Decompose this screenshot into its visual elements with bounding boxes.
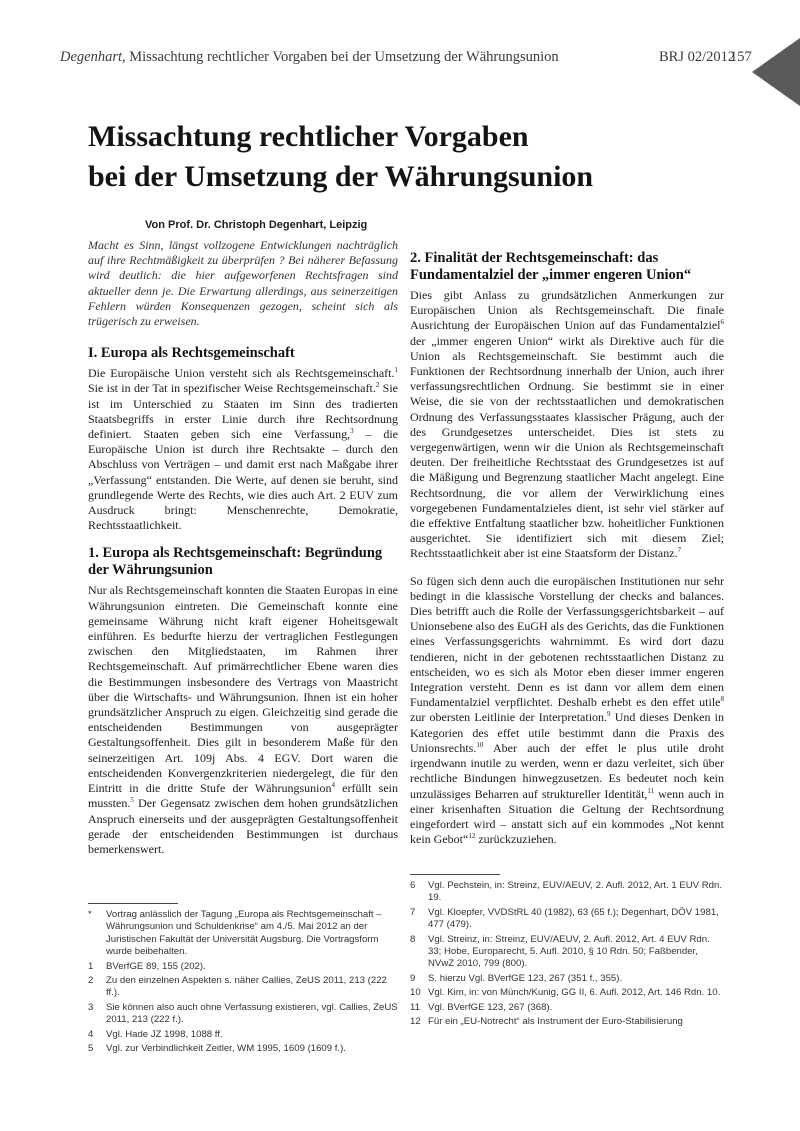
running-head-title [60,49,559,66]
page-corner-tab-icon [752,38,800,106]
footnote: 10 Vgl. Kim, in: von Münch/Kunig, GG II, 6. Aufl. 2012, Art. 146 Rdn. 10. [410,987,721,999]
section-heading-begruendung-waehrungsunion: 1. Europa als Rechtsgemeinschaft: Begründung der Währungsunion [88,545,383,579]
footnote-ref-5: 5 [130,796,134,805]
paragraph-checks-and-balances: So fügen sich denn auch die europäischen Institutionen nur sehr bedingt in die klassische Vorstellung der checks and balances. Dies betrifft auch die Rolle der Verfassungsgerichtsbarkeit – auf Unionsebene also des EuGH als des Gerichts, das die Funktionen eines Verfassungsgerichts wahrnimmt. Es wird dort dazu tendieren, nicht in der gebotenen rechtsstaatlichen Distanz zu entscheiden, wo es sich als Motor eben dieser immer engeren Integration versteht. Denn es ist dann vor allem dem einen Fundamentalziel verpflichtet. Deshalb erhebt es den effet utile$^8$ zur obersten Leitlinie der Interpretation.$^9$ Und dieses Denken in Kategorien des effet utile bestimmt dann die Praxis des Unionsrechts.$^{10}$ Aber auch der effet le plus utile droht irgendwann inutile zu werden, wenn er dazu verleitet, sich über rechtliche Bindungen hinwegzusetzen. Es bedeutet noch kein unzulässiges Beharren auf struktureller Identität,$^{11}$ wenn auch in einer krisenhaften Situation die Geltung der Rechtsordnung eingefordert wird – anstatt sich auf ein kommodes „Not kennt kein Gebot“$^{12}$ zurückzuziehen. [410,573,724,847]
article-title [88,117,738,197]
abstract: Macht es Sinn, längst vollzogene Entwicklungen nachträglich auf ihre Rechtmäßigkeit zu überprüfen ? Bei näherer Befassung wird deutlich: die hier aufgeworfenen Rechtsfragen sind aktueller denn je. Die Erwartung allerdings, aus seinerzeitigen Fehlern würden Konsequenzen gezogen, scheint sich als trügerisch zu erweisen. [88,238,398,329]
paragraph-finalitaet: Dies gibt Anlass zu grundsätzlichen Anmerkungen zur Europäischen Union als Rechtsgemeinschaft. Die finale Ausrichtung der Europäischen Union auf das Fundamentalziel$^6$ der „immer engeren Union“ wirkt als Direktive auch für die Union als Rechtsgemeinschaft. Sie bestimmt auch die Funktionen der Rechtsordnung innerhalb der Union, auch ihrer verfassungsrechtlichen Ordnung. Sie bestimmt sie in einer Weise, die sie von der rechtsstaatlichen und demokratischen Ordnung des Verfassungsstaates klassischer Prägung, auch der des Grundgesetzes unterscheidet. Dies ist stets zu vergegenwärtigen, wenn wir die Union als Rechtsgemeinschaft deuten. Der freiheitliche Rechtsstaat des Grundgesetzes ist auf die Mäßigung und Begrenzung staatlicher Macht angelegt. Eine Rechtsordnung, die vor allem der Verwirklichung eines vorgegebenen Fundamentalzieles dient, ist sehr viel stärker auf die effektive Entfaltung staatlicher bzw. hoheitlicher Funktionen ausgerichtet. Sie identifiziert sich mit diesem Ziel; Rechtsstaatlichkeit aber ist eine Staatsform der Distanz.$^7$ [410,288,724,561]
footnote-ref-8: 8 [720,695,724,704]
paragraph-europa-rechtsgemeinschaft: Die Europäische Union versteht sich als Rechtsgemeinschaft.$^1$ Sie ist in der Tat in spezifischer Weise Rechtsgemeinschaft.$^2$ Sie ist im Unterschied zu Staaten im Sinn des tradierten Staatsbegriffs in erster Linie durch ihre Rechtsordnung definiert. Staaten geben sich eine Verfassung,$^3$ – die Europäische Union ist durch ihre Rechtsakte – durch den Abschluss von Verträgen – und damit erst nach Maßgabe ihrer „Verfassung“ entstanden. Die Werte, auf denen sie beruht, sind grundlegende Werte des Rechts, wie dies auch Art. 2 EUV zum Ausdruck bringt: Menschenrechte, Demokratie, Rechtsstaatlichkeit. [88,366,398,533]
footnote: * Vortrag anlässlich der Tagung „Europa als Rechtsgemeinschaft – Währungsunion und Schuldenkrise“ am 4./5. Mai 2012 an der Juristischen Fakultät der Universität Augsburg. Die Vortragsform wurde beibehalten. [88,909,382,958]
footnote-divider [410,874,500,875]
footnote: 8 Vgl. Streinz, in: Streinz, EUV/AEUV, 2. Aufl. 2012, Art. 4 EUV Rdn. 33; Hobe, Europarecht, 5. Aufl. 2010, § 10 Rdn. 50; Faßbender, NVwZ 2010, 799 (800). [410,933,710,970]
footnotes-right [410,880,724,1030]
running-head-title-text: , Missachtung rechtlicher Vorgaben bei der Umsetzung der Währungsunion [122,49,559,65]
running-head [60,49,760,71]
footnote: 1 BVerfGE 89, 155 (202). [88,960,206,972]
right-column [410,244,724,859]
footnote-ref-10: 10 [476,740,484,749]
footnote-ref-3: 3 [350,427,354,436]
footnote-ref-4: 4 [331,781,335,790]
footnote: 4 Vgl. Hade JZ 1998, 1088 ff. [88,1028,223,1040]
footnote: 9 S. hierzu Vgl. BVerfGE 123, 267 (351 f., 355). [410,972,623,984]
footnote: 7 Vgl. Kloepfer, VVDStRL 40 (1982), 63 (65 f.); Degenhart, DÖV 1981, 477 (479). [410,906,719,931]
section-heading-finalitaet: 2. Finalität der Rechtsgemeinschaft: das Fundamentalziel der „immer engeren Union“ [410,250,692,283]
page-number: 157 [730,49,752,65]
footnote-ref-11: 11 [647,786,655,795]
footnote: 12 Für ein „EU-Notrecht“ als Instrument der Euro-Stabilisierung [410,1016,683,1028]
footnote: 3 Sie können also auch ohne Verfassung existieren, vgl. Callies, ZeUS 2011, 213 (222 f.). [88,1001,398,1026]
footnote: 2 Zu den einzelnen Aspekten s. näher Callies, ZeUS 2011, 213 (222 ff.). [88,975,387,999]
left-column [88,238,398,869]
article-title-line-1: Missachtung rechtlicher Vorgaben [88,120,529,153]
section-heading-europa-rechtsgemeinschaft: I. Europa als Rechtsgemeinschaft [88,345,295,362]
footnote-ref-7: 7 [677,546,682,555]
footnotes-left [88,909,398,1057]
running-head-author: Degenhart [60,49,123,65]
footnote-ref-6: 6 [720,318,724,327]
footnote-divider [88,903,178,904]
footnote: 5 Vgl. zur Verbindlichkeit Zeitler, WM 1995, 1609 (1609 f.). [88,1043,346,1055]
paragraph-begruendung-waehrungsunion: Nur als Rechtsgemeinschaft konnten die Staaten Europas in eine Währungsunion eintreten. Die Gemeinschaft konnte eine gemeinsame Währung nicht kraft eigener Hoheitsgewalt einführen. Es bedurfte hierzu der vertraglichen Festlegungen zwischen den Mitgliedstaaten, im Rahmen ihrer Rechtsgemeinschaft. Auf primärrechtlicher Ebene waren dies die Bestimmungen insbesondere des Vertrags von Maastricht über die Wirtschafts- und Währungsunion. Ihnen ist ein hoher grundsätzlicher Anspruch zu eigen. Gleichzeitig sind gerade die entscheidenden Bestimmungen von ausgeprägter Gestaltungsoffenheit. Dies gilt in besonderem Maße für den seinerzeitigen Art. 109j Abs. 4 EGV. Dort waren die entscheidenden Konvergenzkriterien niedergelegt, die für den Eintritt in die dritte Stufe der Währungsunion$^4$ erfüllt sein mussten.$^5$ Der Gegensatz zwischen dem hohen grundsätzlichen Anspruch einerseits und der ausgeprägten Gestaltungsoffenheit gerade der entscheidenden Bestimmungen ist durchaus bemerkenswert. [88,583,398,856]
footnote-ref-2: 2 [375,381,380,390]
journal-issue: BRJ 02/2012 [659,49,736,65]
footnote-ref-9: 9 [607,710,611,719]
footnote-ref-12: 12 [468,832,476,841]
author-byline: Von Prof. Dr. Christoph Degenhart, Leipzig [145,219,368,231]
footnote-ref-1: 1 [394,366,398,375]
article-title-line-2: bei der Umsetzung der Währungsunion [88,160,594,193]
footnote: 11 Vgl. BVerfGE 123, 267 (368). [410,1001,553,1013]
footnote: 6 Vgl. Pechstein, in: Streinz, EUV/AEUV, 2. Aufl. 2012, Art. 1 EUV Rdn. 19. [410,880,723,904]
